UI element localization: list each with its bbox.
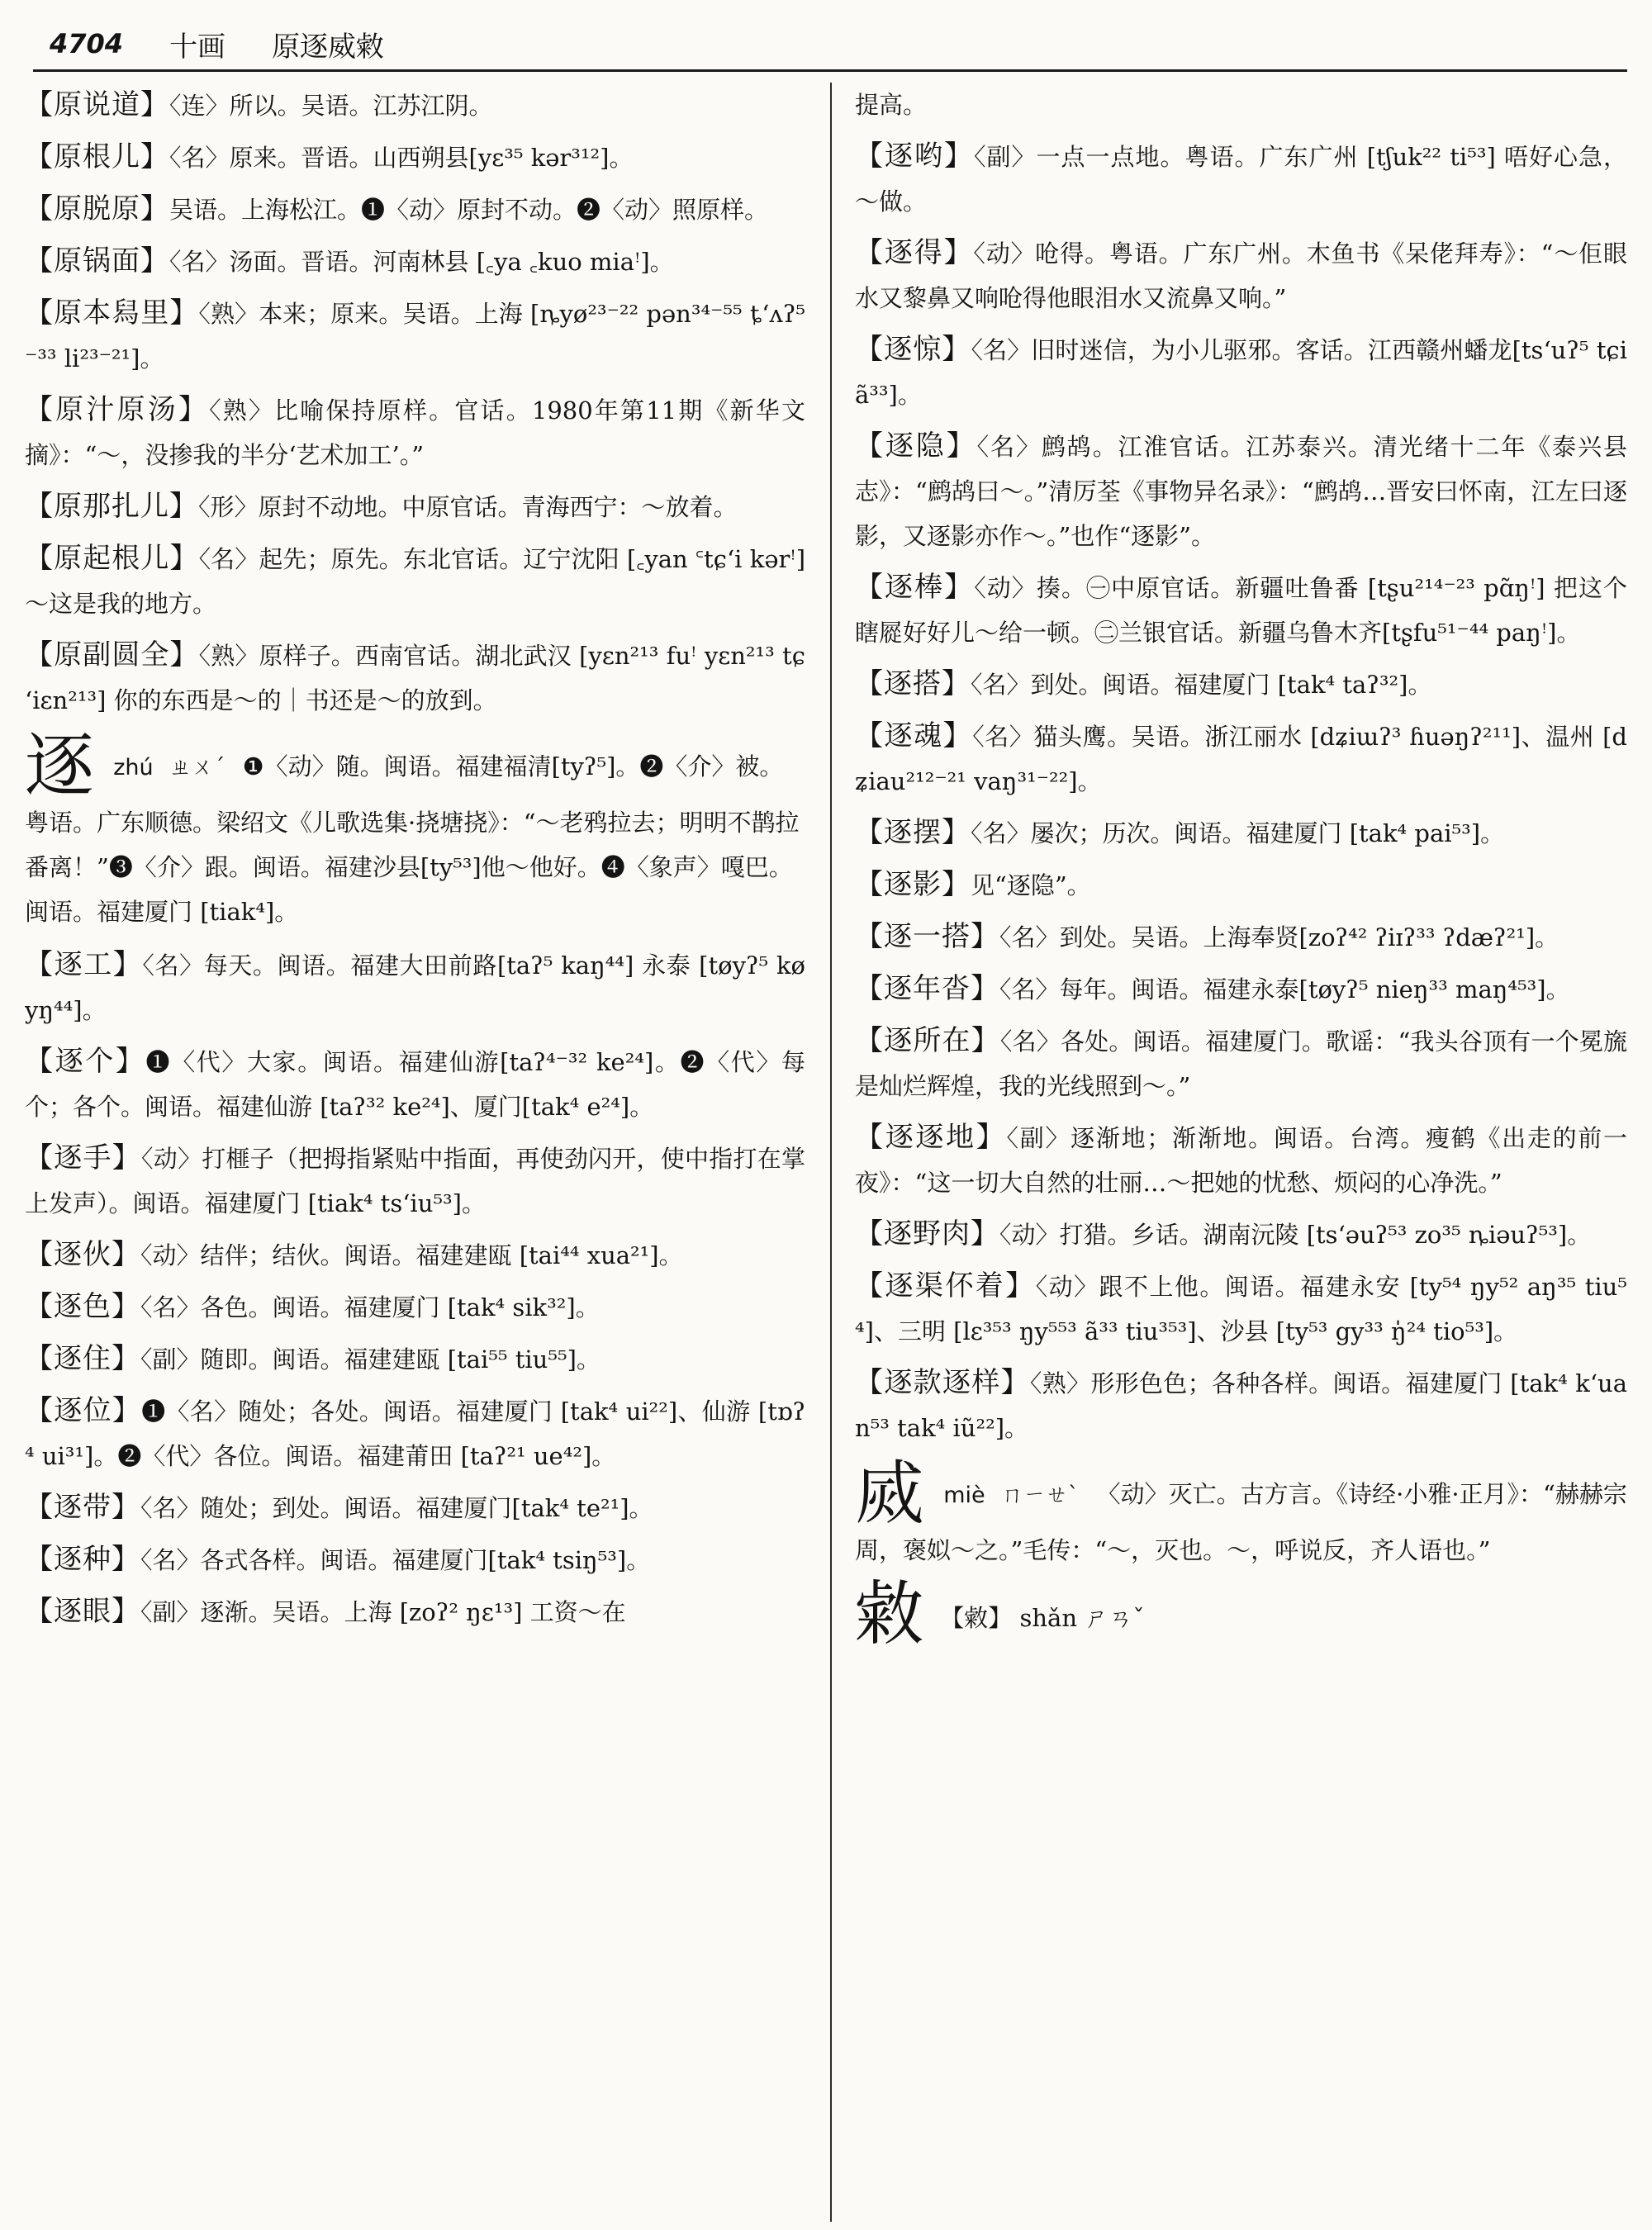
dictionary-entry — [25, 1232, 805, 1278]
definition: 吴语。上海松江。❶〈动〉原封不动。❷〈动〉照原样。 — [169, 196, 769, 224]
dictionary-entry — [25, 1284, 805, 1330]
definition: 〈名〉每天。闽语。福建大田前路[taʔ⁵ kaŋ⁴⁴] 永泰 [tøyʔ⁵ køyŋ⁴⁴]。 — [25, 951, 805, 1024]
right-column — [855, 83, 1627, 1651]
dictionary-entry — [25, 1485, 805, 1530]
headword: 【原汁原汤】 — [25, 393, 210, 426]
headword: 【逐色】 — [25, 1290, 140, 1323]
dictionary-entry — [25, 1589, 805, 1635]
zhuyin: ㄓㄨˊ — [169, 755, 225, 780]
headword: 【逐手】 — [25, 1141, 141, 1174]
definition: 提高。 — [855, 91, 928, 119]
dictionary-entry — [855, 810, 1627, 856]
dictionary-entry — [855, 424, 1627, 558]
headword: 【逐眼】 — [25, 1595, 140, 1628]
zhuyin: ㄕㄢˇ — [1085, 1604, 1145, 1632]
headword: 【原脱原】 — [25, 192, 169, 225]
char-entry-mie — [855, 1453, 1627, 1573]
definition: 〈熟〉原样子。西南官话。湖北武汉 [yɛn²¹³ fuꜝ yɛn²¹³ tɕʻiɛn²¹³] 你的东西是～的｜书还是～的放到。 — [25, 642, 805, 714]
dictionary-entry — [25, 633, 805, 723]
definition: 〈名〉旧时迷信，为小儿驱邪。客话。江西赣州蟠龙[tsʻuʔ⁵ tɕiã³³]。 — [855, 336, 1627, 409]
headword: 【原说道】 — [25, 88, 169, 121]
headword: 【逐惊】 — [855, 333, 971, 366]
definition: 〈动〉打榧子（把拇指紧贴中指面，再使劲闪开，使中指打在掌上发声）。闽语。福建厦门 [tiak⁴ tsʻiu⁵³]。 — [25, 1145, 805, 1217]
definition: 〈名〉汤面。晋语。河南林县 [꜀ya ꜀kuo miaꜝ]。 — [169, 248, 674, 276]
dictionary-entry — [25, 239, 805, 284]
dictionary-entry — [25, 1336, 805, 1382]
dictionary-entry — [25, 83, 805, 128]
headword: 【逐魂】 — [855, 719, 973, 752]
definition: 〈熟〉形形色色；各种各样。闽语。福建厦门 [tak⁴ kʻuan⁵³ tak⁴ iũ²²]。 — [855, 1369, 1627, 1442]
dictionary-entry — [855, 327, 1627, 417]
definition: 〈名〉到处。闽语。福建厦门 [tak⁴ taʔ³²]。 — [971, 671, 1432, 699]
zhuyin: ㄇㄧㄝˋ — [1000, 1483, 1080, 1508]
definition: ❶〈代〉大家。闽语。福建仙游[taʔ⁴⁻³² ke²⁴]。❷〈代〉每个；各个。闽语。福建仙游 [taʔ³² ke²⁴]、厦门[tak⁴ e²⁴]。 — [25, 1048, 805, 1121]
definition: 〈熟〉比喻保持原样。官话。1980年第11期《新华文摘》：“～，没掺我的半分‘艺术加工’。” — [25, 396, 805, 469]
headword: 【原副圆全】 — [25, 638, 199, 671]
dictionary-entry — [25, 536, 805, 626]
headword: 【逐隐】 — [855, 429, 977, 463]
dictionary-entry — [25, 135, 805, 180]
definition: 〈名〉各处。闽语。福建厦门。歌谣：“我头谷顶有一个冕旒是灿烂辉煌，我的光线照到～。” — [855, 1027, 1627, 1100]
column-divider — [830, 83, 832, 2222]
definition: 〈熟〉本来；原来。吴语。上海 [ȵyø²³⁻²² pən³⁴⁻⁵⁵ ȶʻʌʔ⁵⁻³³ li²³⁻²¹]。 — [25, 300, 805, 372]
definition: 〈名〉随处；到处。闽语。福建厦门[tak⁴ te²¹]。 — [140, 1494, 653, 1522]
headword: 【逐影】 — [855, 868, 971, 901]
dictionary-entry — [855, 1360, 1627, 1450]
headword: 【逐年沓】 — [855, 972, 999, 1005]
headword: 【逐个】 — [25, 1045, 146, 1078]
dictionary-entry — [855, 714, 1627, 804]
pinyin: shǎn — [1019, 1604, 1077, 1632]
headword: 【原起根儿】 — [25, 542, 199, 575]
headword: 【逐带】 — [25, 1491, 140, 1524]
page-number: 4704 — [50, 28, 124, 59]
definition: 〈副〉随即。闽语。福建建瓯 [tai⁵⁵ tiu⁵⁵]。 — [140, 1345, 601, 1374]
definition: 〈副〉逐渐。吴语。上海 [zoʔ² ŋɛ¹³] 工资～在 — [140, 1598, 626, 1626]
headword: 【原那扎儿】 — [25, 490, 198, 523]
dictionary-entry — [855, 1115, 1627, 1205]
definition: ❶〈名〉随处；各处。闽语。福建厦门 [tak⁴ ui²²]、仙游 [tɒʔ⁴ ui³¹]。❷〈代〉各位。闽语。福建莆田 [taʔ²¹ ue⁴²]。 — [25, 1397, 805, 1470]
dictionary-entry — [25, 1388, 805, 1478]
dictionary-entry — [25, 1136, 805, 1226]
dictionary-entry — [855, 914, 1627, 960]
dictionary-entry — [855, 1264, 1627, 1354]
definition: 〈动〉跟不上他。闽语。福建永安 [ty⁵⁴ ŋy⁵² aŋ³⁵ tiu⁵⁴]、三明 [lɛ³⁵³ ŋy⁵⁵³ ã³³ tiu³⁵³]、沙县 [ty⁵³ gy³³ ŋ̍²⁴ tio⁵³]。 — [855, 1273, 1627, 1345]
dictionary-entry — [855, 1212, 1627, 1257]
definition: 〈动〉呛得。粤语。广东广州。木鱼书《呆佬拜寿》：“～佢眼水又黎鼻又响呛得他眼泪水又流鼻又响。” — [855, 240, 1627, 312]
headword: 【逐搭】 — [855, 667, 971, 700]
definition: 〈副〉一点一点地。粤语。广东广州 [tʃuk²² ti⁵³] 唔好心急，～做。 — [855, 143, 1627, 216]
dictionary-entry — [25, 942, 805, 1032]
headword: 【逐种】 — [25, 1543, 140, 1576]
head-char: 烕 — [855, 1453, 925, 1534]
definition: 〈名〉屡次；历次。闽语。福建厦门 [tak⁴ pai⁵³]。 — [971, 819, 1505, 847]
definition: 〈名〉每年。闽语。福建永泰[tøyʔ⁵ nieŋ³³ maŋ⁴⁵³]。 — [999, 975, 1570, 1004]
headword: 【逐伙】 — [25, 1238, 140, 1271]
definition: 〈副〉逐渐地；渐渐地。闽语。台湾。瘦鹤《出走的前一夜》：“这一切大自然的壮丽…～把她的忧愁、烦闷的心净洗。” — [855, 1124, 1627, 1197]
dictionary-entry — [25, 387, 805, 477]
dictionary-entry — [855, 1018, 1627, 1108]
header-rule — [33, 69, 1627, 72]
dictionary-entry — [25, 291, 805, 381]
headword: 【逐棒】 — [855, 571, 975, 604]
definition: 〈动〉灭亡。古方言。《诗经·小雅·正月》：“赫赫宗周，褒姒～之。”毛传：“～，灭也。～，呼说反，齐人语也。” — [855, 1480, 1627, 1564]
definition: 见“逐隐”。 — [971, 871, 1091, 899]
definition: 〈连〉所以。吴语。江苏江阴。 — [169, 92, 493, 120]
headword: 【逐住】 — [25, 1342, 140, 1375]
headword: 【逐野肉】 — [855, 1217, 999, 1250]
dictionary-entry — [855, 83, 1627, 127]
stroke-section: 十画 — [169, 30, 226, 64]
headword: 【原锅面】 — [25, 244, 169, 278]
dictionary-entry — [855, 862, 1627, 908]
headword: 【逐工】 — [25, 948, 143, 981]
headword: 【逐得】 — [855, 236, 974, 269]
headword: 【原根儿】 — [25, 140, 169, 173]
char-entry-zhu — [25, 725, 805, 934]
dictionary-entry — [855, 565, 1627, 655]
definition: 〈动〉揍。㊀中原官话。新疆吐鲁番 [tʂu²¹⁴⁻²³ pɑ̃ŋꜝ] 把这个瞎㞞好好儿～给一顿。㊁兰银官话。新疆乌鲁木齐[tʂfu⁵¹⁻⁴⁴ paŋꜝ]。 — [855, 574, 1627, 647]
definition: 〈形〉原封不动地。中原官话。青海西宁：～放着。 — [198, 493, 738, 521]
definition: 〈名〉鹧鸪。江淮官话。江苏泰兴。清光绪十二年《泰兴县志》：“鹧鸪曰～。”清厉荃《事物异名录》：“鹧鸪…晋安曰怀南，江左曰逐影，又逐影亦作～。”也作“逐影”。 — [855, 433, 1627, 550]
definition: 〈名〉各色。闽语。福建厦门 [tak⁴ sik³²]。 — [140, 1293, 600, 1321]
pinyin: zhú — [113, 755, 154, 780]
headword: 【逐一搭】 — [855, 920, 999, 953]
dictionary-entry — [855, 230, 1627, 320]
head-char: 敹 — [855, 1573, 925, 1651]
headword: 【原本舄里】 — [25, 297, 199, 330]
headword: 【逐位】 — [25, 1394, 142, 1427]
dictionary-entry — [25, 1039, 805, 1129]
dictionary-entry — [855, 134, 1627, 224]
char-entry-shan — [855, 1573, 1627, 1651]
headword: 【逐哟】 — [855, 140, 974, 173]
headword: 【逐渠伓着】 — [855, 1269, 1036, 1302]
headword: 【逐摆】 — [855, 816, 971, 849]
definition: ❶〈动〉随。闽语。福建福清[tyʔ⁵]。❷〈介〉被。粤语。广东顺德。梁绍文《儿歌选集·挠塘挠》：“～老鸦拉去；明明不鹊拉番离！”❸〈介〉跟。闽语。福建沙县[ty⁵³]他～他好。❹〈象声〉嘎巴。闽语。福建厦门 [tiak⁴]。 — [25, 752, 800, 926]
headword: 【逐款逐样】 — [855, 1366, 1030, 1399]
definition: 〈动〉结伴；结伙。闽语。福建建瓯 [tai⁴⁴ xua²¹]。 — [140, 1241, 683, 1269]
left-column — [25, 83, 805, 1641]
dictionary-entry — [855, 662, 1627, 707]
dictionary-entry — [855, 966, 1627, 1012]
page-header — [50, 23, 1627, 64]
page-chars: 原逐威敹 — [272, 30, 385, 64]
definition: 〈名〉猫头鹰。吴语。浙江丽水 [dʑiɯʔ³ ɦuəŋʔ²¹¹]、温州 [dʑiau²¹²⁻²¹ vaŋ³¹⁻²²]。 — [855, 723, 1627, 795]
definition: 〈名〉起先；原先。东北官话。辽宁沈阳 [꜀yan ꜂tɕʻi kərꜝ]～这是我的地方。 — [25, 545, 805, 618]
headword: 【逐所在】 — [855, 1024, 1000, 1057]
pinyin: miè — [943, 1483, 985, 1508]
definition: 〈动〉打猎。乡话。湖南沅陵 [tsʻəuʔ⁵³ zo³⁵ ȵiəuʔ⁵³]。 — [999, 1221, 1592, 1249]
definition: 〈名〉各式各样。闽语。福建厦门[tak⁴ tsiŋ⁵³]。 — [140, 1546, 651, 1574]
definition: 〈名〉原来。晋语。山西朔县[yɛ³⁵ kər³¹²]。 — [169, 144, 634, 172]
dictionary-entry — [25, 1537, 805, 1582]
head-char: 逐 — [25, 725, 95, 806]
definition: 〈名〉到处。吴语。上海奉贤[zoʔ⁴² ʔiɪʔ³³ ʔdæʔ²¹]。 — [999, 923, 1559, 951]
variant-bracket: 【敹】 — [940, 1604, 1013, 1632]
headword: 【逐逐地】 — [855, 1121, 1007, 1154]
dictionary-entry — [25, 187, 805, 232]
dictionary-entry — [25, 484, 805, 529]
